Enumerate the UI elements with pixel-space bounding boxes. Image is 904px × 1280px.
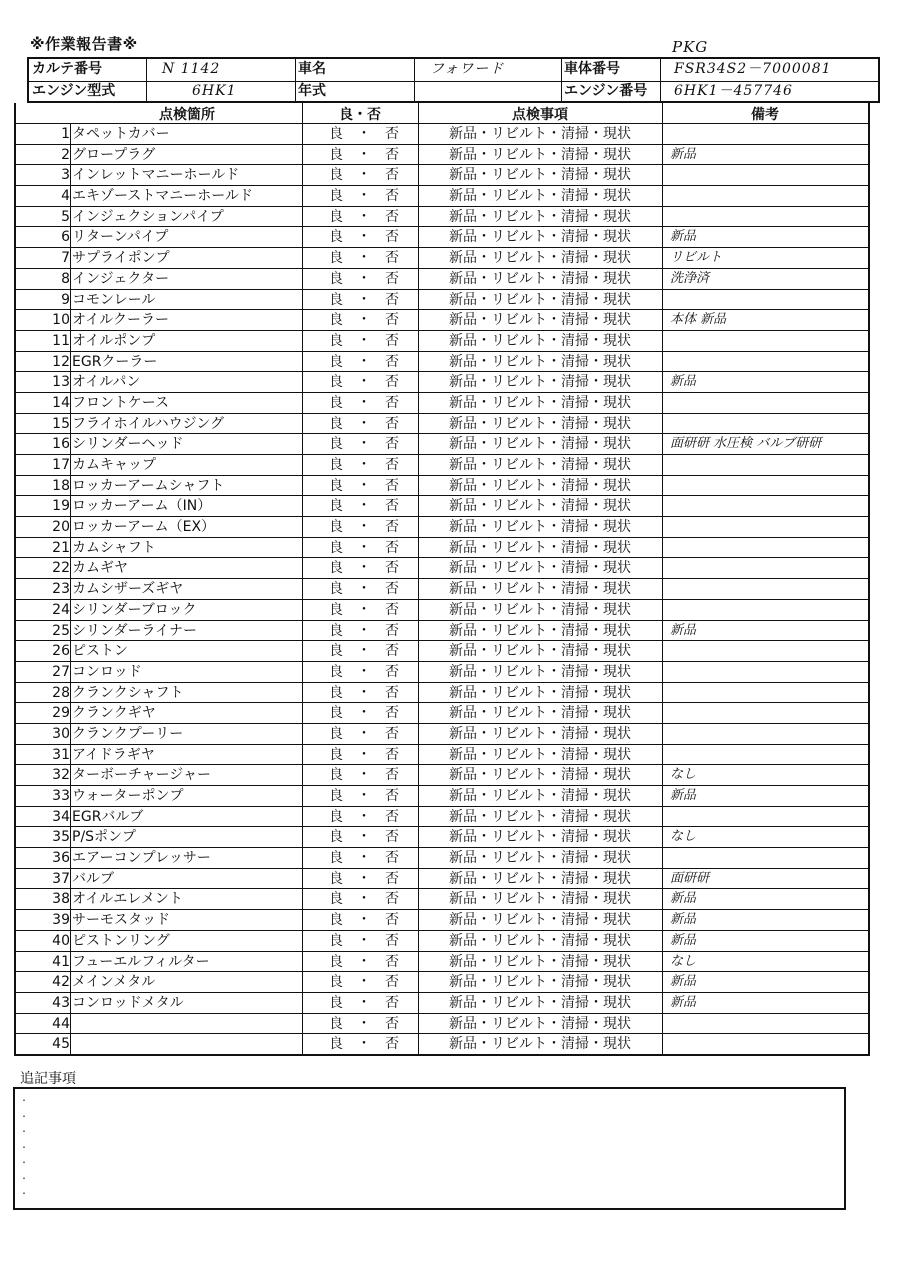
row-number: 43 xyxy=(52,994,70,1011)
engine-number-value: 6HK1－457746 xyxy=(674,83,793,99)
part-name: シリンダーライナー xyxy=(72,622,198,639)
work-options: 新品・リビルト・清掃・現状 xyxy=(449,477,631,494)
memo-note: 新品 xyxy=(670,974,697,990)
judge-options: 良 ・ 否 xyxy=(329,663,399,680)
judge-options: 良 ・ 否 xyxy=(329,539,399,556)
judge-options: 良 ・ 否 xyxy=(329,270,399,287)
part-name: EGRクーラー xyxy=(72,353,158,370)
row-number: 38 xyxy=(52,891,70,908)
work-options: 新品・リビルト・清掃・現状 xyxy=(449,229,631,246)
table-row xyxy=(16,765,868,786)
engine-type-value: 6HK1 xyxy=(192,83,237,99)
part-name: タペットカバー xyxy=(72,126,170,142)
judge-options: 良 ・ 否 xyxy=(329,932,399,949)
part-name: ウォーターポンプ xyxy=(72,788,184,804)
judge-options: 良 ・ 否 xyxy=(329,436,399,453)
table-row xyxy=(16,372,868,393)
part-name: メインメタル xyxy=(72,974,156,991)
table-row xyxy=(16,827,868,848)
table-row xyxy=(16,538,868,559)
judge-options: 良 ・ 否 xyxy=(329,477,399,494)
part-name: クランクプーリー xyxy=(72,725,184,742)
row-number: 10 xyxy=(52,312,70,329)
row-number: 25 xyxy=(52,622,70,639)
table-row xyxy=(16,248,868,269)
work-options: 新品・リビルト・清掃・現状 xyxy=(449,932,631,949)
table-row xyxy=(16,807,868,828)
table-row xyxy=(16,290,868,311)
judge-options: 良 ・ 否 xyxy=(329,725,399,742)
judge-options: 良 ・ 否 xyxy=(329,643,399,660)
work-options: 新品・リビルト・清掃・現状 xyxy=(449,581,631,598)
work-options: 新品・リビルト・清掃・現状 xyxy=(449,953,631,970)
row-number: 39 xyxy=(52,912,70,929)
row-number: 32 xyxy=(52,767,70,784)
work-options: 新品・リビルト・清掃・現状 xyxy=(449,622,631,639)
row-number: 33 xyxy=(52,788,70,804)
column-header-work: 点検事項 xyxy=(512,107,568,123)
table-row xyxy=(16,352,868,373)
column-header-memo: 備考 xyxy=(751,107,779,123)
table-row xyxy=(16,662,868,683)
work-options: 新品・リビルト・清掃・現状 xyxy=(449,912,631,929)
row-number: 1 xyxy=(61,126,70,142)
table-row xyxy=(16,621,868,642)
memo-note: なし xyxy=(670,953,697,969)
part-name: アイドラギヤ xyxy=(72,746,155,763)
judge-options: 良 ・ 否 xyxy=(329,146,399,163)
part-name: ロッカーアームシャフト xyxy=(72,477,225,494)
work-options: 新品・リビルト・清掃・現状 xyxy=(449,829,631,846)
inspection-table xyxy=(14,103,870,1056)
work-options: 新品・リビルト・清掃・現状 xyxy=(449,725,631,742)
work-options: 新品・リビルト・清掃・現状 xyxy=(449,126,631,142)
part-name: ロッカーアーム（EX） xyxy=(72,519,216,536)
notes-bullet: ・ xyxy=(20,1158,28,1167)
table-header-row xyxy=(16,103,868,124)
judge-options: 良 ・ 否 xyxy=(329,581,399,598)
chassis-number-label: 車体番号 xyxy=(564,61,620,77)
judge-options: 良 ・ 否 xyxy=(329,601,399,618)
work-options: 新品・リビルト・清掃・現状 xyxy=(449,498,631,515)
judge-options: 良 ・ 否 xyxy=(329,994,399,1011)
table-row xyxy=(16,703,868,724)
judge-options: 良 ・ 否 xyxy=(329,250,399,267)
work-options: 新品・リビルト・清掃・現状 xyxy=(449,560,631,577)
part-name: P/Sポンプ xyxy=(72,829,137,846)
table-row xyxy=(16,641,868,662)
part-name: カムギヤ xyxy=(72,560,128,577)
part-name: オイルポンプ xyxy=(72,332,156,349)
judge-options: 良 ・ 否 xyxy=(329,229,399,246)
table-row xyxy=(16,931,868,952)
notes-bullet: ・ xyxy=(20,1142,28,1152)
judge-options: 良 ・ 否 xyxy=(329,394,399,411)
judge-options: 良 ・ 否 xyxy=(329,705,399,722)
work-options: 新品・リビルト・清掃・現状 xyxy=(449,188,631,205)
karte-number-label: カルテ番号 xyxy=(32,61,102,77)
memo-note: 新品 xyxy=(670,912,697,928)
table-row xyxy=(16,414,868,435)
work-options: 新品・リビルト・清掃・現状 xyxy=(449,850,631,867)
part-name: コンロッドメタル xyxy=(72,994,184,1011)
row-number: 19 xyxy=(52,498,70,515)
row-number: 24 xyxy=(52,601,70,618)
row-number: 6 xyxy=(61,229,70,246)
handwritten-corner-note: PKG xyxy=(672,38,709,56)
row-number: 42 xyxy=(52,974,70,991)
row-number: 34 xyxy=(52,808,70,825)
part-name: カムシャフト xyxy=(72,539,156,556)
engine-type-label: エンジン型式 xyxy=(32,83,116,99)
part-name: コモンレール xyxy=(72,291,156,308)
notes-box xyxy=(13,1087,846,1210)
vehicle-info-header xyxy=(27,57,880,103)
notes-bullet: ・ xyxy=(20,1096,28,1105)
memo-note: 洗浄済 xyxy=(670,270,710,286)
karte-number-value: N 1142 xyxy=(162,61,221,77)
work-options: 新品・リビルト・清掃・現状 xyxy=(449,312,631,329)
table-row xyxy=(16,434,868,455)
work-options: 新品・リビルト・清掃・現状 xyxy=(449,146,631,163)
part-name: サプライポンプ xyxy=(72,250,170,267)
judge-options: 良 ・ 否 xyxy=(329,208,399,225)
work-options: 新品・リビルト・清掃・現状 xyxy=(449,539,631,556)
part-name: フューエルフィルター xyxy=(72,953,210,970)
judge-options: 良 ・ 否 xyxy=(329,332,399,349)
row-number: 20 xyxy=(52,519,70,536)
work-options: 新品・リビルト・清掃・現状 xyxy=(449,457,631,473)
work-options: 新品・リビルト・清掃・現状 xyxy=(449,746,631,763)
row-number: 36 xyxy=(52,850,70,867)
judge-options: 良 ・ 否 xyxy=(329,291,399,308)
part-name: バルブ xyxy=(72,870,114,887)
row-number: 45 xyxy=(52,1036,70,1053)
table-row xyxy=(16,972,868,993)
work-options: 新品・リビルト・清掃・現状 xyxy=(449,436,631,453)
judge-options: 良 ・ 否 xyxy=(329,353,399,370)
row-number: 40 xyxy=(52,932,70,949)
work-options: 新品・リビルト・清掃・現状 xyxy=(449,767,631,784)
part-name: エアーコンプレッサー xyxy=(72,850,211,867)
table-row xyxy=(16,869,868,890)
table-row xyxy=(16,724,868,745)
row-number: 16 xyxy=(52,436,70,453)
memo-note: 面研研 xyxy=(670,870,710,886)
part-name: クランクシャフト xyxy=(72,684,184,701)
part-name: ターボーチャージャー xyxy=(72,767,212,784)
table-row xyxy=(16,310,868,331)
table-row xyxy=(16,455,868,476)
notes-bullet: ・ xyxy=(20,1173,28,1183)
table-row xyxy=(16,124,868,145)
work-options: 新品・リビルト・清掃・現状 xyxy=(449,353,631,370)
memo-note: 新品 xyxy=(670,146,697,162)
memo-note: 面研研 水圧検 バルブ研研 xyxy=(670,436,822,452)
row-number: 26 xyxy=(52,643,70,660)
work-options: 新品・リビルト・清掃・現状 xyxy=(449,208,631,225)
memo-note: 新品 xyxy=(670,932,697,948)
table-row xyxy=(16,1014,868,1035)
row-number: 3 xyxy=(61,167,70,184)
table-row xyxy=(16,331,868,352)
work-options: 新品・リビルト・清掃・現状 xyxy=(449,870,631,887)
judge-options: 良 ・ 否 xyxy=(329,519,399,536)
work-options: 新品・リビルト・清掃・現状 xyxy=(449,601,631,618)
table-row xyxy=(16,1034,868,1055)
row-number: 5 xyxy=(61,208,70,225)
work-options: 新品・リビルト・清掃・現状 xyxy=(449,519,631,536)
part-name: インジェクター xyxy=(72,270,170,287)
table-row xyxy=(16,952,868,973)
row-number: 29 xyxy=(52,705,70,722)
part-name: オイルクーラー xyxy=(72,312,170,329)
notes-bullet: ・ xyxy=(20,1111,28,1121)
memo-note: 新品 xyxy=(670,788,697,803)
row-number: 8 xyxy=(61,270,70,287)
work-options: 新品・リビルト・清掃・現状 xyxy=(449,974,631,991)
table-row xyxy=(16,558,868,579)
judge-options: 良 ・ 否 xyxy=(329,850,399,867)
memo-note: 新品 xyxy=(670,622,697,638)
work-options: 新品・リビルト・清掃・現状 xyxy=(449,270,631,287)
judge-options: 良 ・ 否 xyxy=(329,746,399,763)
work-options: 新品・リビルト・清掃・現状 xyxy=(449,374,631,391)
work-options: 新品・リビルト・清掃・現状 xyxy=(449,1015,631,1032)
judge-options: 良 ・ 否 xyxy=(329,167,399,184)
work-options: 新品・リビルト・清掃・現状 xyxy=(449,994,631,1011)
work-options: 新品・リビルト・清掃・現状 xyxy=(449,291,631,308)
judge-options: 良 ・ 否 xyxy=(329,188,399,205)
judge-options: 良 ・ 否 xyxy=(329,1015,399,1032)
table-row xyxy=(16,165,868,186)
row-number: 14 xyxy=(52,394,70,411)
part-name: ピストン xyxy=(72,643,128,660)
part-name: オイルエレメント xyxy=(72,891,183,908)
car-name-value: フォワード xyxy=(430,61,505,77)
row-number: 15 xyxy=(52,415,70,432)
judge-options: 良 ・ 否 xyxy=(329,891,399,908)
table-row xyxy=(16,186,868,207)
model-year-label: 年式 xyxy=(298,83,326,99)
notes-bullet: ・ xyxy=(20,1127,28,1136)
document-title: ※作業報告書※ xyxy=(30,35,138,53)
judge-options: 良 ・ 否 xyxy=(329,953,399,970)
row-number: 21 xyxy=(52,539,70,556)
work-options: 新品・リビルト・清掃・現状 xyxy=(449,705,631,722)
row-number: 41 xyxy=(52,953,70,970)
judge-options: 良 ・ 否 xyxy=(329,1036,399,1053)
part-name: サーモスタッド xyxy=(72,912,170,929)
table-row xyxy=(16,496,868,517)
judge-options: 良 ・ 否 xyxy=(329,457,399,473)
table-row xyxy=(16,745,868,766)
row-number: 11 xyxy=(52,332,70,349)
part-name: カムシザーズギヤ xyxy=(72,581,184,598)
part-name: ロッカーアーム（IN） xyxy=(72,498,212,515)
memo-note: なし xyxy=(670,829,697,845)
notes-label: 追記事項 xyxy=(20,1071,76,1087)
table-row xyxy=(16,393,868,414)
row-number: 17 xyxy=(52,457,70,473)
row-number: 13 xyxy=(52,374,70,391)
row-number: 30 xyxy=(52,725,70,742)
memo-note: なし xyxy=(670,767,697,783)
judge-options: 良 ・ 否 xyxy=(329,684,399,701)
part-name: グロープラグ xyxy=(72,146,156,163)
part-name: EGRバルブ xyxy=(72,808,144,825)
judge-options: 良 ・ 否 xyxy=(329,974,399,991)
memo-note: 新品 xyxy=(670,374,697,390)
part-name: フライホイルハウジング xyxy=(72,415,224,432)
row-number: 4 xyxy=(61,188,70,205)
part-name: ピストンリング xyxy=(72,932,170,949)
table-row xyxy=(16,600,868,621)
work-options: 新品・リビルト・清掃・現状 xyxy=(449,332,631,349)
part-name: コンロッド xyxy=(72,663,142,680)
row-number: 35 xyxy=(52,829,70,846)
work-options: 新品・リビルト・清掃・現状 xyxy=(449,250,631,267)
work-options: 新品・リビルト・清掃・現状 xyxy=(449,415,631,432)
row-number: 7 xyxy=(61,250,70,267)
part-name: エキゾーストマニーホールド xyxy=(72,188,254,205)
table-row xyxy=(16,227,868,248)
work-options: 新品・リビルト・清掃・現状 xyxy=(449,891,631,908)
row-number: 22 xyxy=(52,560,70,577)
table-row xyxy=(16,517,868,538)
table-row xyxy=(16,889,868,910)
row-number: 44 xyxy=(52,1015,70,1032)
part-name: オイルパン xyxy=(72,374,141,391)
judge-options: 良 ・ 否 xyxy=(329,498,399,515)
memo-note: 新品 xyxy=(670,229,697,245)
table-row xyxy=(16,683,868,704)
column-header-judge: 良・否 xyxy=(339,107,381,123)
notes-bullet: ・ xyxy=(20,1189,28,1198)
part-name: インジェクションパイプ xyxy=(72,208,224,225)
part-name: リターンパイプ xyxy=(72,229,169,246)
inspection-rows xyxy=(16,124,868,1055)
work-options: 新品・リビルト・清掃・現状 xyxy=(449,808,631,825)
work-options: 新品・リビルト・清掃・現状 xyxy=(449,684,631,701)
part-name: インレットマニーホールド xyxy=(72,167,240,184)
judge-options: 良 ・ 否 xyxy=(329,870,399,887)
judge-options: 良 ・ 否 xyxy=(329,829,399,846)
row-number: 18 xyxy=(52,477,70,494)
column-header-part: 点検箇所 xyxy=(159,107,215,123)
row-number: 31 xyxy=(52,746,70,763)
judge-options: 良 ・ 否 xyxy=(329,912,399,929)
table-row xyxy=(16,786,868,807)
row-number: 9 xyxy=(61,291,70,308)
row-number: 23 xyxy=(52,581,70,598)
memo-note: 新品 xyxy=(670,994,697,1010)
chassis-number-value: FSR34S2－7000081 xyxy=(674,61,832,77)
judge-options: 良 ・ 否 xyxy=(329,622,399,639)
row-number: 37 xyxy=(52,870,70,887)
row-number: 27 xyxy=(52,663,70,680)
part-name: シリンダーヘッド xyxy=(72,436,184,453)
table-row xyxy=(16,993,868,1014)
table-row xyxy=(16,910,868,931)
table-row xyxy=(16,848,868,869)
judge-options: 良 ・ 否 xyxy=(329,808,399,825)
part-name: フロントケース xyxy=(72,394,170,411)
work-options: 新品・リビルト・清掃・現状 xyxy=(449,788,631,804)
judge-options: 良 ・ 否 xyxy=(329,767,399,784)
engine-number-label: エンジン番号 xyxy=(564,83,648,99)
table-row xyxy=(16,476,868,497)
part-name: カムキャップ xyxy=(72,457,156,473)
table-row xyxy=(16,269,868,290)
table-row xyxy=(16,579,868,600)
part-name: クランクギヤ xyxy=(72,705,156,722)
memo-note: リビルト xyxy=(670,250,723,266)
judge-options: 良 ・ 否 xyxy=(329,126,399,142)
work-options: 新品・リビルト・清掃・現状 xyxy=(449,394,631,411)
memo-note: 本体 新品 xyxy=(670,312,727,328)
row-number: 12 xyxy=(52,353,70,370)
table-row xyxy=(16,207,868,228)
table-row xyxy=(16,145,868,166)
work-options: 新品・リビルト・清掃・現状 xyxy=(449,1036,631,1053)
memo-note: 新品 xyxy=(670,891,697,907)
judge-options: 良 ・ 否 xyxy=(329,560,399,577)
car-name-label: 車名 xyxy=(298,61,326,77)
work-options: 新品・リビルト・清掃・現状 xyxy=(449,643,631,660)
judge-options: 良 ・ 否 xyxy=(329,788,399,804)
row-number: 2 xyxy=(61,146,70,163)
part-name: シリンダーブロック xyxy=(72,601,197,618)
row-number: 28 xyxy=(52,684,70,701)
work-options: 新品・リビルト・清掃・現状 xyxy=(449,663,631,680)
judge-options: 良 ・ 否 xyxy=(329,415,399,432)
judge-options: 良 ・ 否 xyxy=(329,374,399,391)
judge-options: 良 ・ 否 xyxy=(329,312,399,329)
work-options: 新品・リビルト・清掃・現状 xyxy=(449,167,631,184)
